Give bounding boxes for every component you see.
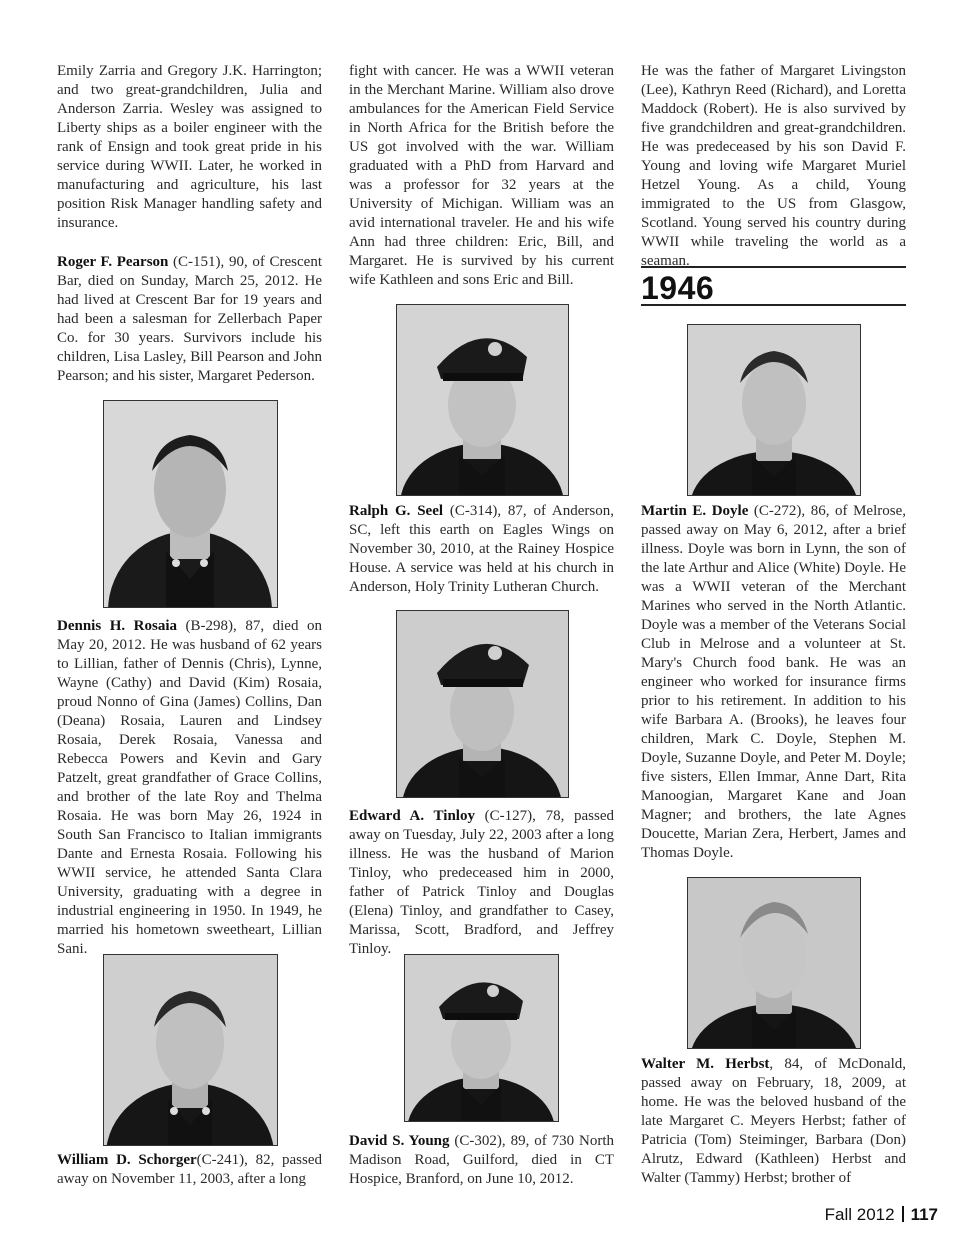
obituary-rosaia xyxy=(57,617,322,959)
col1-intro-text: Emily Zarria and Gregory J.K. Harrington; and two great-grandchildren, Julia and Anderson Zarria. Wesley was assigned to Liberty ships as a boiler engineer with the rank of Ensign and took great pride in his service during WWII. Later, he worked in manufacturing and agriculture, his last position Risk Manager handling safety and insurance. xyxy=(57,63,322,231)
obituary-text: (C-241), 82, passed away on November 11, 2003, after a long xyxy=(57,1152,322,1187)
obituary-text: , 84, of McDonald, passed away on February, 18, 2009, at home. He was the beloved husband of the late Margaret C. Meyers Herbst; father of Patricia (Tom) Steiminger, Barbara (Don) Alrutz, Edward (Kathleen) Herbst and Walter (Tammy) Herbst; brother of xyxy=(641,1056,906,1186)
obituary-seel xyxy=(349,502,614,597)
section-rule-bottom xyxy=(641,304,906,306)
obituary-tinloy xyxy=(349,807,614,959)
portrait-photo-young xyxy=(404,954,559,1122)
portrait-photo-herbst xyxy=(687,877,861,1049)
obituary-doyle xyxy=(641,502,906,863)
obituary-text: (C-302), 89, of 730 North Madison Road, Guilford, died in CT Hospice, Branford, on June 10, 2012. xyxy=(349,1133,614,1187)
issue-label: Fall 2012 xyxy=(824,1205,895,1224)
obituary-text: (C-314), 87, of Anderson, SC, left this earth on Eagles Wings on November 30, 2010, at the Rainey Hospice House. A service was held at his church in Anderson, Holy Trinity Lutheran Church. xyxy=(349,503,614,595)
obituary-herbst xyxy=(641,1055,906,1188)
obituary-text: (C-272), 86, of Melrose, passed away on May 6, 2012, after a brief illness. Doyle was born in Lynn, the son of the late Arthur and Alice (White) Doyle. He was a WWII veteran of the Merchant Marines who served in the North Atlantic. Doyle was a member of the Veterans Social Club in Melrose and a volunteer at St. Mary's Church food bank. He was an engineer who worked for insurance firms prior to his retirement. In addition to his wife Barbara A. (Brooks), he leaves four children, Mark C. Doyle, Stephen M. Doyle, Suzanne Doyle, and Peter M. Doyle; five sisters, Ellen Immar, Anne Dart, Rita Manoogian, Margaret Kane and Joan Magner; and brothers, the late Agnes Doucette, Marian Zera, Herbert, James and Thomas Doyle. xyxy=(641,503,906,861)
col3-intro-text: He was the father of Margaret Livingston (Lee), Kathryn Reed (Richard), and Loretta Maddock (Robert). He is also survived by five grandchildren and great-grandchildren. He was predeceased by his son David F. Young and loving wife Margaret Muriel Hetzel Young. As a child, Young immigrated to the US from Glasgow, Scotland. Young served his country during WWII while traveling the world as a seaman. xyxy=(641,63,906,269)
portrait-photo-seel xyxy=(396,304,569,496)
obituary-name: William D. Schorger xyxy=(57,1152,197,1168)
portrait-photo-schorger xyxy=(103,954,278,1146)
obituary-name: Roger F. Pearson xyxy=(57,254,169,270)
page-number: 117 xyxy=(910,1205,938,1224)
obituary-name: Ralph G. Seel xyxy=(349,503,444,519)
section-rule-top xyxy=(641,266,906,268)
obituary-name: Edward A. Tinloy xyxy=(349,808,475,824)
obituary-young xyxy=(349,1132,614,1189)
obituary-name: Dennis H. Rosaia xyxy=(57,618,178,634)
obituary-pearson xyxy=(57,253,322,386)
section-title-year: 1946 xyxy=(641,270,715,306)
obituary-schorger xyxy=(57,1151,322,1189)
footer-divider xyxy=(902,1206,904,1222)
obituary-name: David S. Young xyxy=(349,1133,450,1149)
obituary-text: (B-298), 87, died on May 20, 2012. He was husband of 62 years to Lillian, father of Dennis (Chris), Lynne, Wayne (Cathy) and David (Kim) Rosaia, proud Nonno of Gina (James) Collins, Dan (Deana) Rosaia, Lauren and Lindsey Rosaia, Derek Rosaia, Vanessa and Rebecca Powers and Kevin and Gary Patzelt, great grandfather of Grace Collins, and brother of the late Roy and Thelma Rosaia. He was born May 26, 1924 in South San Francisco to Italian immigrants Dante and Ernesta Rosaia. Following his WWII service, he attended Santa Clara University, graduating with a degree in industrial engineering in 1950. In 1949, he married his hometown sweetheart, Lillian Sani. xyxy=(57,618,322,957)
portrait-photo-tinloy xyxy=(396,610,569,798)
portrait-photo-doyle xyxy=(687,324,861,496)
obituary-text: (C-151), 90, of Crescent Bar, died on Sunday, March 25, 2012. He had lived at Crescent Bar for 19 years and had been a salesman for Zellerbach Paper Co. for 30 years. Survivors include his children, Lisa Lasley, Bill Pearson and John Pearson; and his sister, Margaret Pederson. xyxy=(57,254,322,384)
obituary-name: Martin E. Doyle xyxy=(641,503,749,519)
page-footer xyxy=(825,1205,938,1225)
col2-intro-text: fight with cancer. He was a WWII veteran in the Merchant Marine. William also drove ambulances for the American Field Service in North Africa for the British before the US got involved with the war. William graduated with a PhD from Harvard and was a professor for 32 years at the University of Michigan. William was an avid international traveler. He and his wife Ann had three children: Eric, Bill, and Margaret. He is survived by his current wife Kathleen and sons Eric and Bill. xyxy=(349,63,614,288)
portrait-photo-rosaia xyxy=(103,400,278,608)
obituary-text: (C-127), 78, passed away on Tuesday, July 22, 2003 after a long illness. He was the husband of Marion Tinloy, who predeceased him in 2000, father of Patrick Tinloy and Douglas (Elena) Tinloy, and grandfather to Casey, Marissa, Scott, Bradford, and Jeffrey Tinloy. xyxy=(349,808,614,957)
obituary-name: Walter M. Herbst xyxy=(641,1056,770,1072)
